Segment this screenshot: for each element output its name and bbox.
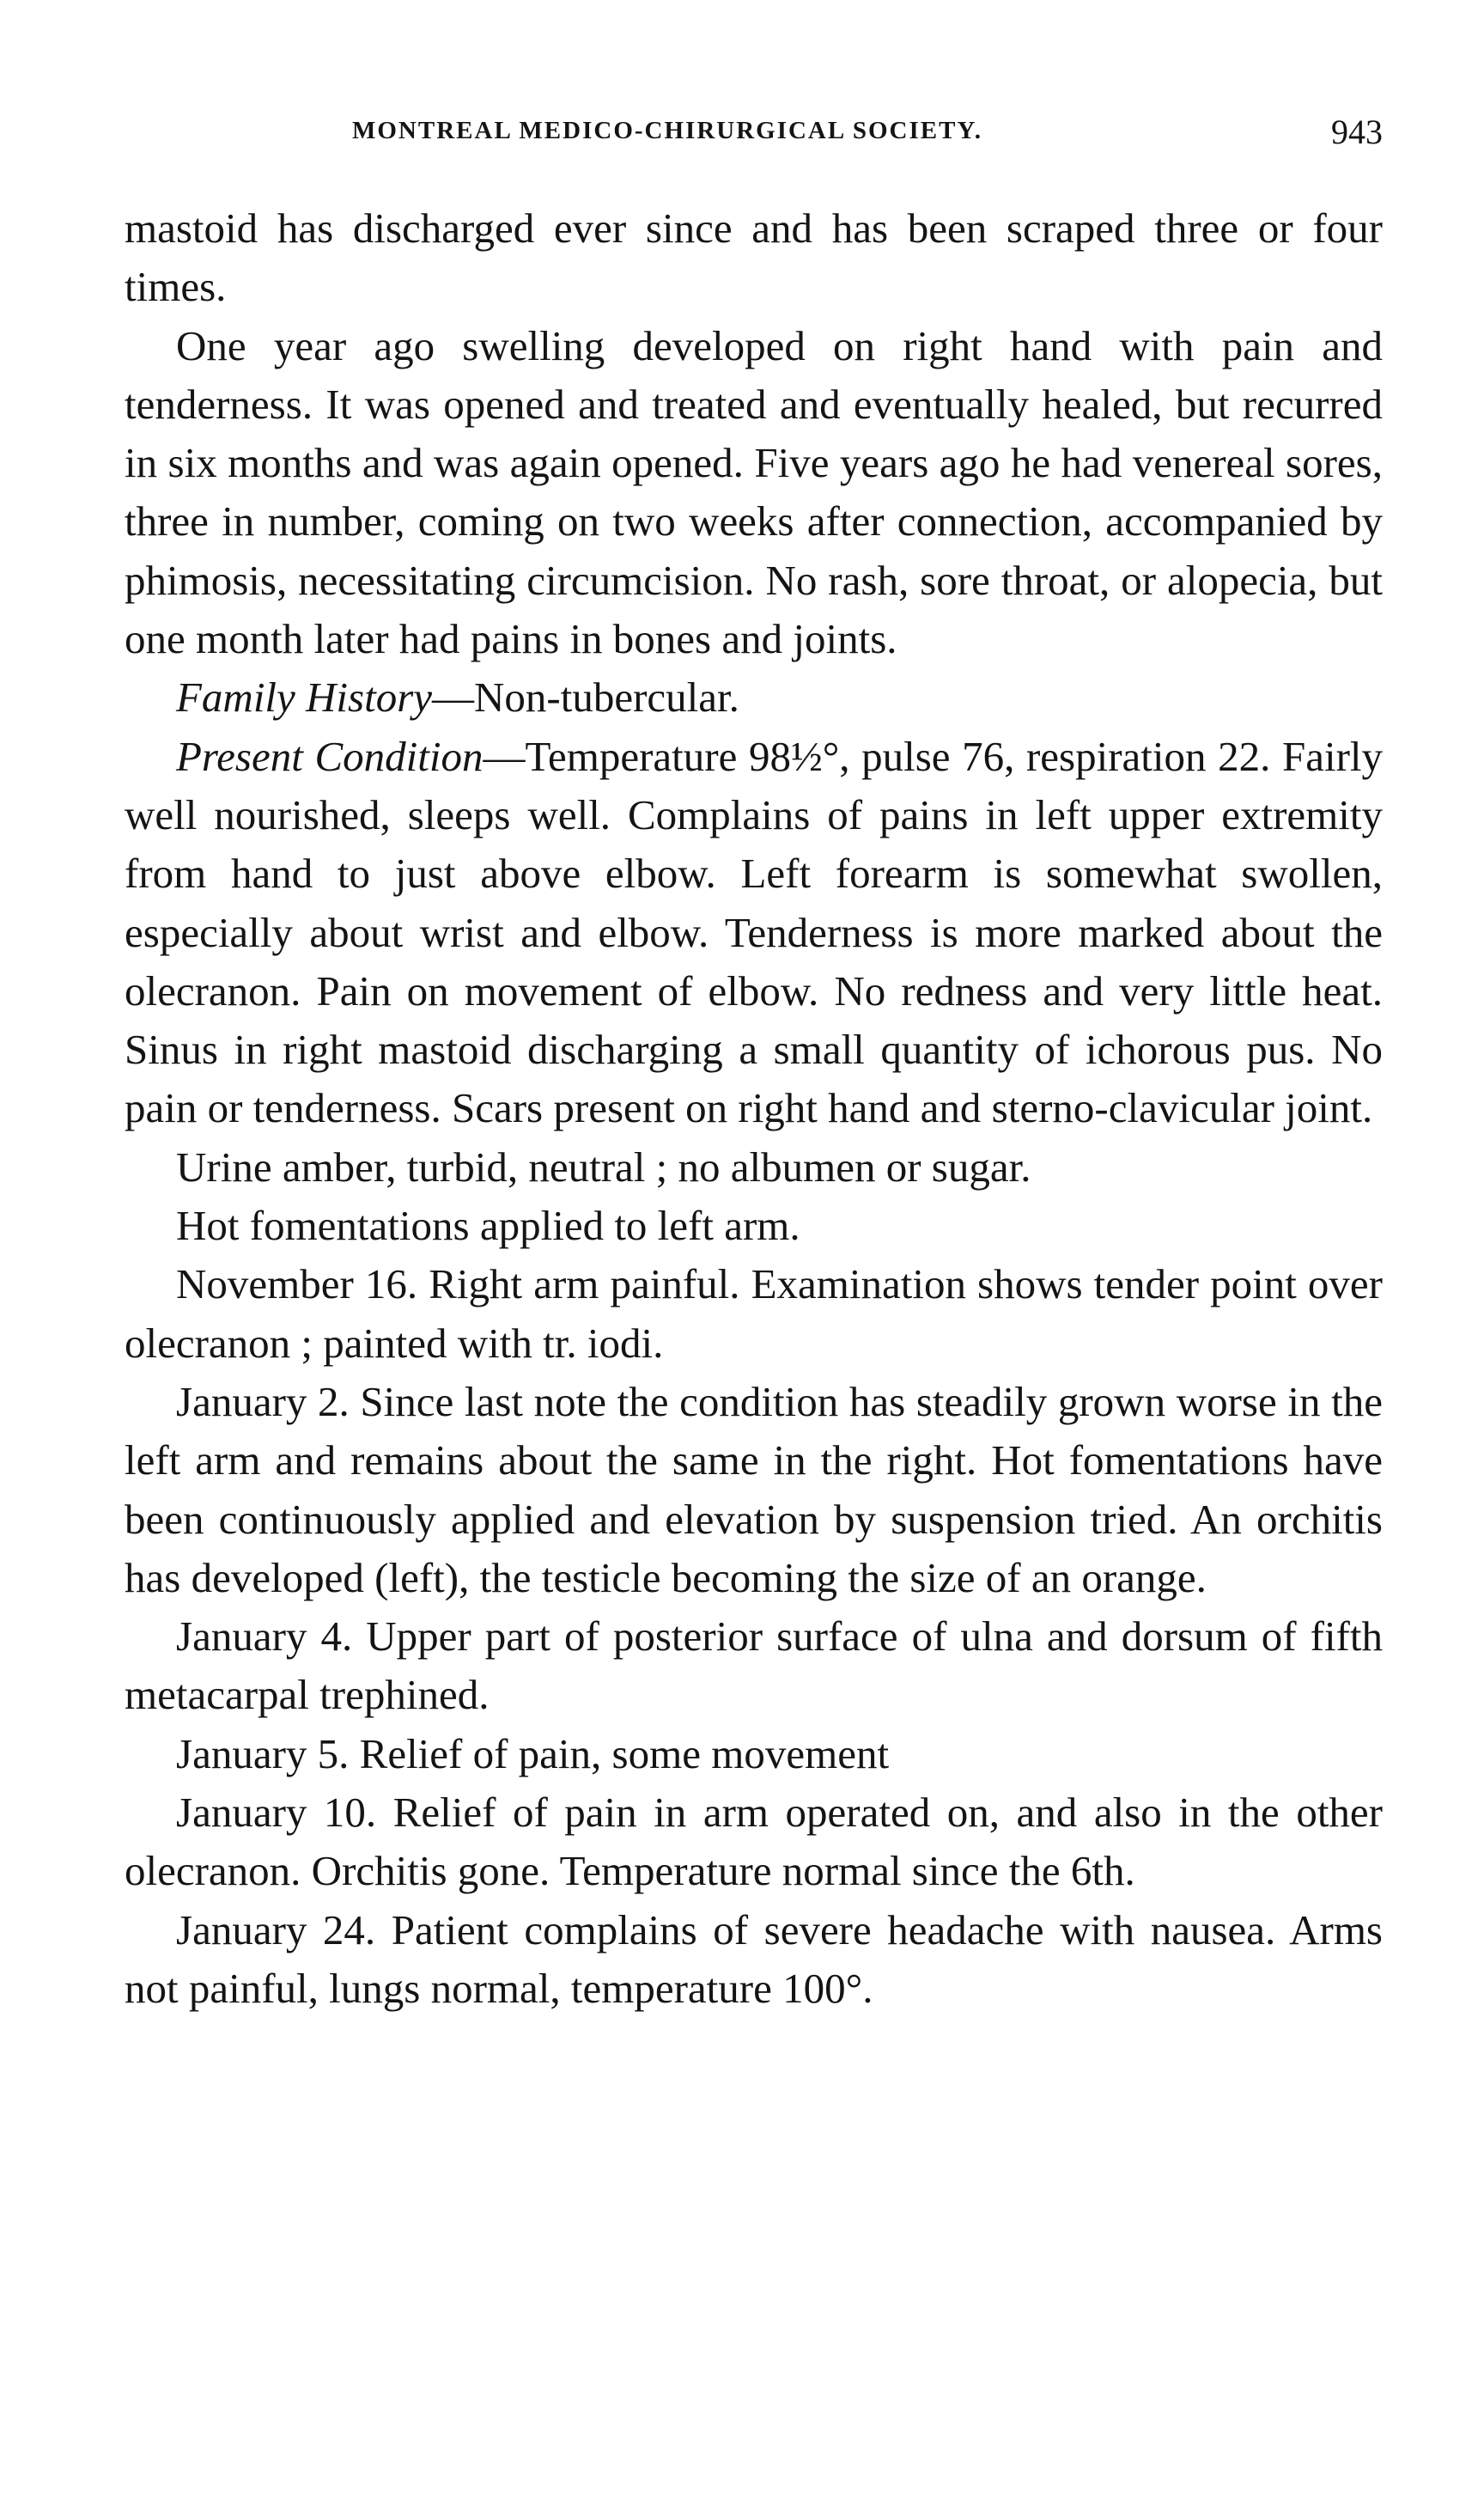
paragraph-family-history: Family History—Non-tubercular. <box>176 673 739 722</box>
paragraph: One year ago swelling developed on right hand with pain and tenderness. It was opened and treated and eventually healed, but recurred in six months and was again opened. Five years ago he had venereal sores, three in number, coming on two weeks after connection, accompanied by phimosis, necessitating circumcision. No rash, sore throat, or alopecia, but one month later had pains in bones and joints. <box>125 321 1383 663</box>
paragraph: mastoid has discharged ever since and has been scraped three or four times. <box>125 204 1383 311</box>
paragraph-present-condition: Present Condition—Temperature 98½°, pulse 76, respiration 22. Fairly well nourished, sleeps well. Complains of pains in left upper extremity from hand to just above elbow. Left forearm is somewhat swollen, especially about wrist and elbow. Tenderness is more marked about the olecranon. Pain on movement of elbow. No redness and very little heat. Sinus in right mastoid discharging a small quantity of ichorous pus. No pain or tenderness. Scars present on right hand and sterno-clavicular joint. <box>125 732 1383 1132</box>
page-header <box>120 112 1391 163</box>
paragraph: Hot fomentations applied to left arm. <box>176 1202 800 1250</box>
section-label: Present Condition <box>176 732 484 780</box>
running-head: MONTREAL MEDICO-CHIRURGICAL SOCIETY. <box>352 117 983 144</box>
paragraph-dated-note: January 10. Relief of pain in arm operated on, and also in the other olecranon. Orchitis gone. Temperature normal since the 6th. <box>125 1789 1383 1895</box>
page-number: 943 <box>1331 113 1383 151</box>
body-text <box>125 199 1383 2018</box>
paragraph-dated-note: November 16. Right arm painful. Examination shows tender point over olecranon ; painted with tr. iodi. <box>125 1260 1383 1367</box>
paragraph-dated-note: January 4. Upper part of posterior surface of ulna and dorsum of fifth metacarpal trephined. <box>125 1612 1383 1719</box>
paragraph-dated-note: January 24. Patient complains of severe headache with nausea. Arms not painful, lungs normal, temperature 100°. <box>125 1905 1383 2012</box>
paragraph-dated-note: January 5. Relief of pain, some movement <box>176 1729 890 1777</box>
paragraph-dated-note: January 2. Since last note the condition has steadily grown worse in the left arm and remains about the same in the right. Hot fomentations have been continuously applied and elevation by suspension tried. An orchitis has developed (left), the testicle becoming the size of an orange. <box>125 1377 1383 1601</box>
section-label: Family History <box>176 673 433 722</box>
paragraph: Urine amber, turbid, neutral ; no albumen or sugar. <box>176 1143 1031 1191</box>
